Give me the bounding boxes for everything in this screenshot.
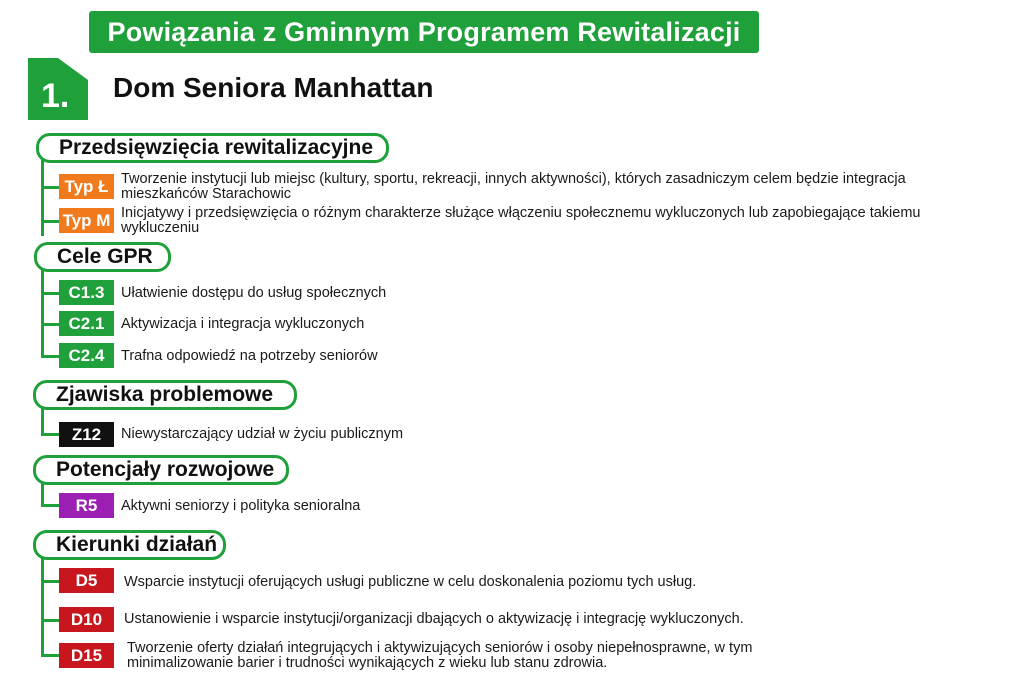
connector-line-2	[41, 258, 44, 358]
code-badge: D15	[59, 643, 114, 668]
program-banner: Powiązania z Gminnym Programem Rewitalizacji	[89, 11, 759, 53]
section-header-cele: Cele GPR	[34, 242, 171, 272]
item-description	[121, 206, 920, 236]
code-badge: Typ Ł	[59, 174, 114, 199]
item-description-line: wykluczeniu	[121, 220, 200, 236]
item-description-line: minimalizowanie barier i trudności wynikających z wieku lub stanu zdrowia.	[127, 655, 608, 671]
item-description	[127, 641, 752, 671]
item-description-line: mieszkańców Starachowic	[121, 186, 292, 202]
connector-stub	[41, 323, 59, 326]
connector-stub	[41, 355, 59, 358]
code-badge: D10	[59, 607, 114, 632]
project-number-badge	[28, 58, 88, 120]
item-description: Aktywizacja i integracja wykluczonych	[121, 316, 365, 332]
project-title: Dom Seniora Manhattan	[113, 72, 434, 103]
section-header-zjawiska: Zjawiska problemowe	[33, 380, 297, 410]
item-description: Wsparcie instytucji oferujących usługi publiczne w celu doskonalenia poziomu tych usług.	[124, 574, 697, 590]
code-badge: D5	[59, 568, 114, 593]
connector-stub	[41, 580, 59, 583]
connector-stub	[41, 220, 59, 223]
code-badge: C2.4	[59, 343, 114, 368]
item-description: Ustanowienie i wsparcie instytucji/organizacji dbających o aktywizację i integrację wykluczonych.	[124, 611, 744, 627]
item-description-line: Tworzenie oferty działań integrujących i aktywizujących seniorów i osoby niepełnosprawne, w tym	[127, 640, 753, 656]
connector-stub	[41, 433, 59, 436]
item-description: Niewystarczający udział w życiu publicznym	[121, 426, 404, 442]
connector-stub	[41, 292, 59, 295]
project-number: 1.	[41, 77, 70, 115]
code-badge: C2.1	[59, 311, 114, 336]
connector-stub	[41, 654, 59, 657]
code-badge: Typ M	[59, 208, 114, 233]
item-description: Ułatwienie dostępu do usług społecznych	[121, 285, 387, 301]
section-header-kierunki: Kierunki działań	[33, 530, 226, 560]
connector-line-1	[41, 150, 44, 236]
connector-stub	[41, 619, 59, 622]
item-description: Aktywni seniorzy i polityka senioralna	[121, 498, 361, 514]
item-description: Trafna odpowiedź na potrzeby seniorów	[121, 348, 378, 364]
code-badge: C1.3	[59, 280, 114, 305]
connector-stub	[41, 504, 59, 507]
section-header-przedsiewziecia: Przedsięwzięcia rewitalizacyjne	[36, 133, 389, 163]
code-badge: R5	[59, 493, 114, 518]
connector-stub	[41, 186, 59, 189]
item-description-line: Tworzenie instytucji lub miejsc (kultury, sportu, rekreacji, innych aktywności), których zasadniczym celem będzie integracja	[121, 171, 906, 187]
section-header-potencjaly: Potencjały rozwojowe	[33, 455, 289, 485]
item-description-line: Inicjatywy i przedsięwzięcia o różnym charakterze służące włączeniu społecznemu wykluczonych lub zapobiegające takiemu	[121, 205, 921, 221]
item-description	[121, 172, 906, 202]
code-badge: Z12	[59, 422, 114, 447]
connector-line-5	[41, 545, 44, 657]
